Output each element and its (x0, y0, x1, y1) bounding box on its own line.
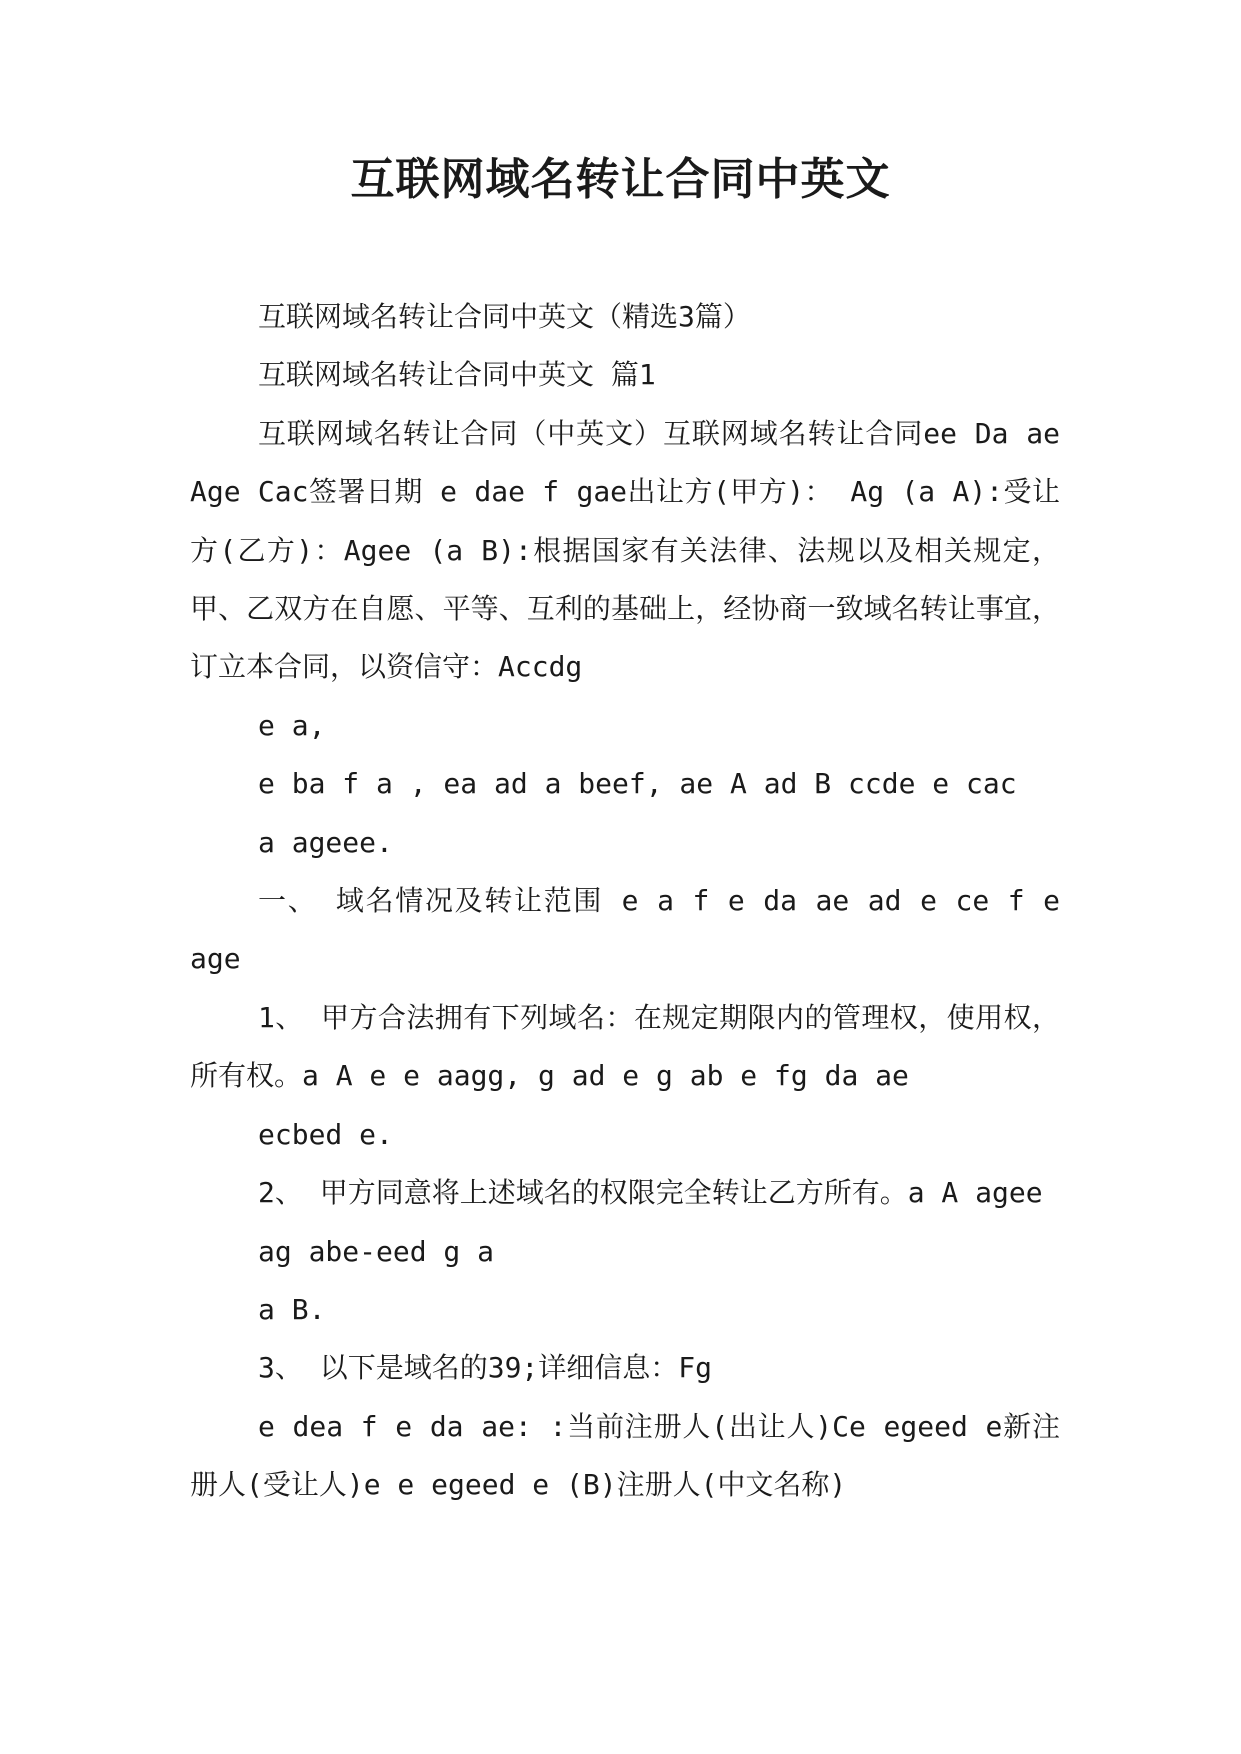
paragraph: e ba f a , ea ad a beef, ae A ad B ccde e cac (258, 767, 1017, 801)
paragraph: 3、 以下是域名的39;详细信息：Fg (258, 1351, 713, 1385)
paragraph: 互联网域名转让合同中英文（精选3篇） (258, 300, 751, 333)
paragraph: e dea f e da ae: :当前注册人(出让人)Ce egeed e新注册人(受让人)e e egeed e (B)注册人(中文名称) (190, 1409, 1060, 1502)
paragraph: 互联网域名转让合同中英文 篇1 (258, 358, 656, 392)
paragraph: 2、 甲方同意将上述域名的权限完全转让乙方所有。a A agee (258, 1176, 1043, 1210)
paragraph: ag abe-eed g a (258, 1234, 495, 1268)
document-title: 互联网域名转让合同中英文 (350, 154, 891, 205)
paragraph: a ageee. (258, 825, 393, 859)
document-body (190, 288, 1077, 1515)
paragraph: a B. (258, 1292, 326, 1326)
paragraph: 互联网域名转让合同（中英文）互联网域名转让合同ee Da ae Age Cac签署日期 e dae f gae出让方(甲方)： Ag (a A):受让方(乙方)：Agee (a B):根据国家有关法律、法规以及相关规定，甲、乙双方在自愿、平等、互利的基础上，经协商一致域名转让事宜，订立本合同，以资信守：Accdg (190, 416, 1077, 684)
paragraph: ecbed e. (258, 1117, 393, 1151)
paragraph: 一、 域名情况及转让范围 e a f e da ae ad e ce f e age (190, 884, 1077, 976)
paragraph: 1、 甲方合法拥有下列域名：在规定期限内的管理权，使用权，所有权。a A e e aagg, g ad e g ab e fg da ae (190, 1000, 1060, 1093)
paragraph: e a, (258, 708, 326, 742)
